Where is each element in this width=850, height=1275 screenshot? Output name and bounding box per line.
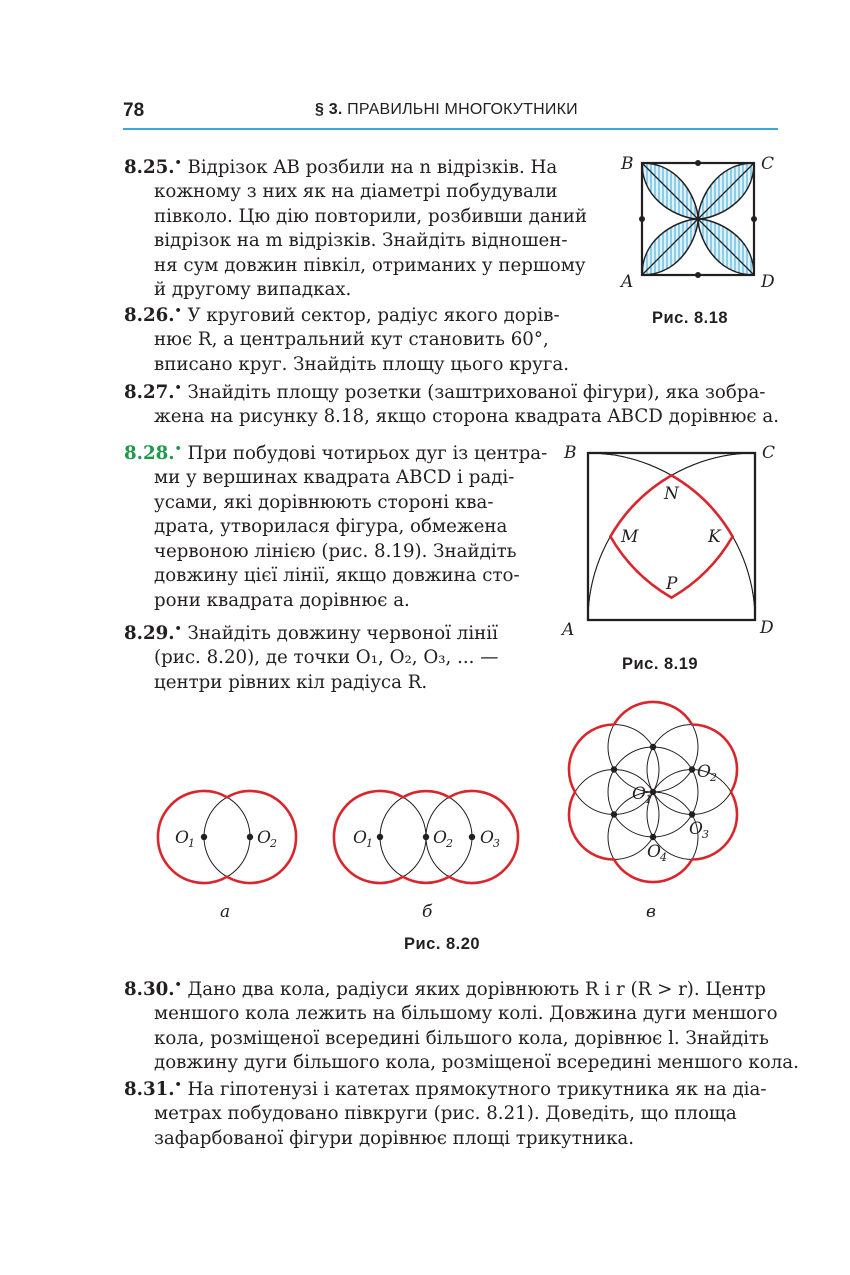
label-D: D <box>760 618 774 638</box>
label-O2: O <box>257 828 271 848</box>
subscript: 4 <box>660 851 667 864</box>
problem-number: 8.30. <box>124 979 175 1001</box>
problem-text-line: кола, розміщеної всередині більшого кола, дорівнює l. Знайдіть <box>154 1027 769 1049</box>
problem-number: 8.26. <box>124 305 175 327</box>
problem-text-line: нює R, а центральний кут становить 60°, <box>154 329 549 351</box>
problem-text-line: драта, утворилася фігура, обмежена <box>154 516 508 538</box>
problem-text-line: У круговий сектор, радіус якого дорів- <box>187 305 560 327</box>
label-O3: O <box>689 819 703 839</box>
page-number: 78 <box>123 100 145 121</box>
label-D: D <box>761 272 775 292</box>
label-O3: O <box>480 828 494 848</box>
problem-number: 8.25. <box>124 157 175 179</box>
problem-text-line: Відрізок AB розбили на n відрізків. На <box>187 157 558 179</box>
problem-text-line: Знайдіть довжину червоної лінії <box>187 623 498 645</box>
figure-8-18 <box>615 150 780 295</box>
problem-text-line: меншого кола лежить на більшому колі. Довжина дуги меншого <box>154 1003 778 1025</box>
page-header <box>123 100 778 130</box>
figure-8-20-a <box>150 785 310 895</box>
problem-text-line: (рис. 8.20), де точки O₁, O₂, O₃, ... — <box>154 647 499 669</box>
problem-text-line: червоною лінією (рис. 8.19). Знайдіть <box>154 540 517 562</box>
problem-8-31: 8.31.• На гіпотенузі і катетах прямокутного трикутника як на діа- метрах побудовано півкруги (рис. 8.21). Доведіть, що площа зафарбованої фігури дорівнює площі трикутника. <box>124 1078 767 1149</box>
problem-text-line: кожному з них як на діаметрі побудували <box>154 181 558 203</box>
problem-text-line: й другому випадках. <box>154 279 352 301</box>
figure-caption: Рис. 8.20 <box>404 935 481 953</box>
problem-text-line: півколо. Цю дію повторили, розбивши даний <box>154 205 588 227</box>
subscript: 3 <box>493 837 500 850</box>
label-O4: O <box>647 842 661 862</box>
problem-text-line: усами, які дорівнюють стороні ква- <box>154 491 494 513</box>
problem-text-line: зафарбованої фігури дорівнює площі трикутника. <box>154 1127 635 1149</box>
problem-8-26: 8.26.• У круговий сектор, радіус якого дорів- нює R, а центральний кут становить 60°, вписано круг. Знайдіть площу цього круга. <box>124 304 570 375</box>
problem-text-line: ня сум довжин півкіл, отриманих у першому <box>154 254 586 276</box>
problem-8-25: 8.25.• Відрізок AB розбили на n відрізків. На кожному з них як на діаметрі побудували півколо. Цю дію повторили, розбивши даний відрізок на m відрізків. Знайдіть відношен- ня сум довжин півкіл, отриманих у першому й другому випадках. <box>124 156 588 301</box>
subfigure-label-a: а <box>220 902 231 922</box>
figure-8-20-b <box>320 785 535 895</box>
subscript: 2 <box>710 771 717 784</box>
subfigure-label-b: б <box>422 902 433 922</box>
figure-caption: Рис. 8.19 <box>622 655 699 673</box>
subscript: 1 <box>366 837 373 850</box>
figure-8-20-c <box>555 695 755 895</box>
problem-number: 8.29. <box>124 623 175 645</box>
subscript: 2 <box>270 837 277 850</box>
problem-8-29: 8.29.• Знайдіть довжину червоної лінії (рис. 8.20), де точки O₁, O₂, O₃, ... — центри рівних кіл радіуса R. <box>124 622 499 693</box>
problem-text-line: відрізок на m відрізків. Знайдіть відношен- <box>154 230 568 252</box>
label-A: A <box>562 620 575 640</box>
problem-text-line: вписано круг. Знайдіть площу цього круга. <box>154 353 570 375</box>
problem-text-line: метрах побудовано півкруги (рис. 8.21). Доведіть, що площа <box>154 1103 737 1125</box>
problem-8-28: 8.28.• При побудові чотирьох дуг із центра- ми у вершинах квадрата ABCD і раді- усами, які дорівнюють стороні ква- драта, утворилася фігура, обмежена червоною лінією (рис. 8.19). Знайдіть довжину цієї лінії, якщо довжина сто- рони квадрата дорівнює a. <box>124 442 548 611</box>
label-O2: O <box>697 762 711 782</box>
section-number: § 3. <box>315 101 343 118</box>
problem-text-line: При побудові чотирьох дуг із центра- <box>187 443 548 465</box>
problem-8-27: 8.27.• Знайдіть площу розетки (заштрихованої фігури), яка зобра- жена на рисунку 8.18, якщо сторона квадрата ABCD дорівнює a. <box>124 381 780 428</box>
label-O1: O <box>175 828 189 848</box>
label-K: K <box>708 527 721 547</box>
problem-text-line: рони квадрата дорівнює a. <box>154 589 410 611</box>
label-B: B <box>621 154 634 174</box>
problem-number: 8.28. <box>124 443 175 465</box>
label-P: P <box>666 574 678 594</box>
subfigure-label-c: в <box>646 902 656 922</box>
label-O2: O <box>433 828 447 848</box>
figure-8-19 <box>560 440 780 640</box>
problem-number: 8.27. <box>124 382 175 404</box>
problem-text-line: Дано два кола, радіуси яких дорівнюють R і r (R > r). Центр <box>187 979 766 1001</box>
label-A: A <box>621 272 634 292</box>
subscript: 1 <box>645 793 652 806</box>
problem-text-line: На гіпотенузі і катетах прямокутного трикутника як на діа- <box>187 1079 767 1101</box>
label-O1: O <box>632 784 646 804</box>
problem-text-line: довжину дуги більшого кола, розміщеної всередині меншого кола. <box>154 1052 799 1074</box>
label-C: C <box>762 443 776 463</box>
problem-text-line: ми у вершинах квадрата ABCD і раді- <box>154 467 515 489</box>
section-name: ПРАВИЛЬНІ МНОГОКУТНИКИ <box>347 101 578 118</box>
problem-8-30: 8.30.• Дано два кола, радіуси яких дорівнюють R і r (R > r). Центр меншого кола лежить на більшому колі. Довжина дуги меншого кола, розміщеної всередині більшого кола, дорівнює l. Знайдіть довжину дуги більшого кола, розміщеної всередині меншого кола. <box>124 978 799 1074</box>
problem-text-line: довжину цієї лінії, якщо довжина сто- <box>154 565 520 587</box>
problem-text-line: центри рівних кіл радіуса R. <box>154 671 428 693</box>
label-O1: O <box>353 828 367 848</box>
section-title <box>315 101 578 119</box>
subscript: 1 <box>188 837 195 850</box>
figure-caption: Рис. 8.18 <box>652 309 729 327</box>
subscript: 3 <box>702 828 709 841</box>
label-N: N <box>664 484 679 504</box>
problem-text-line: жена на рисунку 8.18, якщо сторона квадрата ABCD дорівнює a. <box>154 406 780 428</box>
label-C: C <box>761 154 775 174</box>
subscript: 2 <box>446 837 453 850</box>
label-B: B <box>564 443 577 463</box>
problem-text-line: Знайдіть площу розетки (заштрихованої фігури), яка зобра- <box>187 382 766 404</box>
label-M: M <box>621 527 639 547</box>
problem-number: 8.31. <box>124 1079 175 1101</box>
